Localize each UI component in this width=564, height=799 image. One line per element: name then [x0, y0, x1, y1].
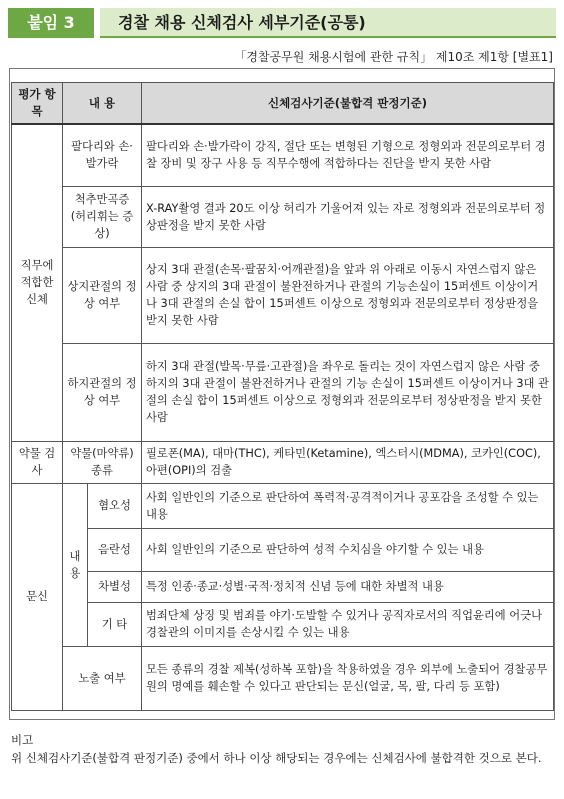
footnote-text: 위 신체검사기준(불합격 판정기준) 중에서 하나 이상 해당되는 경우에는 신체검사에 불합격한 것으로 본다. — [11, 751, 542, 765]
footnote — [11, 731, 551, 767]
header-content: 내 용 — [63, 83, 142, 125]
table-row — [12, 602, 554, 646]
table-row — [12, 483, 554, 528]
criteria-limbs: 팔다리와 손·발가락이 강직, 절단 또는 변형된 기형으로 정형외과 전문의로부터 경찰 장비 및 장구 사용 등 직무수행에 적합하다는 진단을 받지 못한 사람 — [142, 124, 554, 186]
item-scoliosis: 척추만곡증 (허리휘는 증상) — [63, 186, 142, 247]
criteria-drug: 필로폰(MA), 대마(THC), 케타민(Ketamine), 엑스터시(MDMA), 코카인(COC), 아편(OPI)의 검출 — [142, 441, 554, 483]
item-limbs: 팔다리와 손·발가락 — [63, 124, 142, 186]
table-row — [12, 646, 554, 710]
group-drug-label: 약물 검사 — [12, 441, 63, 483]
criteria-other: 범죄단체 상징 및 범죄를 야기·도발할 수 있거나 공직자로서의 직업윤리에 어긋나 경찰관의 이미지를 손상시킬 수 있는 내용 — [142, 602, 554, 646]
page-title: 경찰 채용 신체검사 세부기준(공통) — [118, 13, 366, 32]
item-drug: 약물(마약류) 종류 — [63, 441, 142, 483]
criteria-scoliosis: X-RAY촬영 결과 20도 이상 허리가 기울어져 있는 자로 정형외과 전문의로부터 정상판정을 받지 못한 사람 — [142, 186, 554, 247]
item-discriminatory: 차별성 — [88, 571, 142, 602]
criteria-table — [11, 82, 554, 711]
document-header — [8, 8, 556, 38]
table-row — [12, 186, 554, 247]
source-citation: 「경찰공무원 채용시험에 관한 규칙」 제10조 제1항 [별표1] — [234, 50, 553, 64]
criteria-lower-joints: 하지 3대 관절(발목·무릎·고관절)을 좌우로 돌리는 것이 자연스럽지 않은 사람 중 하지의 3대 관절이 불완전하거나 관절의 기능 손실이 15퍼센트 이상이거나 3대 관절의 손실 합이 15퍼센트 이상으로 정형외과 전문의로부터 정상판정을 받지 못한 사람 — [142, 343, 554, 441]
item-upper-joints: 상지관절의 정상 여부 — [63, 247, 142, 343]
item-exposure: 노출 여부 — [63, 646, 142, 710]
item-obscene: 음란성 — [88, 528, 142, 571]
table-row — [12, 528, 554, 571]
header-criteria: 신체검사기준(불합격 판정기준) — [142, 83, 554, 125]
criteria-obscene: 사회 일반인의 기준으로 판단하여 성적 수치심을 야기할 수 있는 내용 — [142, 528, 554, 571]
attachment-badge: 붙임 3 — [8, 8, 94, 38]
table-row — [12, 247, 554, 343]
item-other: 기 타 — [88, 602, 142, 646]
group-tattoo-label: 문신 — [12, 483, 63, 710]
title-bar — [100, 8, 556, 38]
header-category: 평가 항목 — [12, 83, 63, 125]
item-offensive: 혐오성 — [88, 483, 142, 528]
criteria-offensive: 사회 일반인의 기준으로 판단하여 폭력적·공격적이거나 공포감을 조성할 수 있는 내용 — [142, 483, 554, 528]
table-row — [12, 343, 554, 441]
criteria-exposure: 모든 종류의 경찰 제복(성하복 포함)을 착용하였을 경우 외부에 노출되어 경찰공무원의 명예를 훼손할 수 있다고 판단되는 문신(얼굴, 목, 팔, 다리 등 포함) — [142, 646, 554, 710]
group-physical-label: 직무에 적합한 신체 — [12, 124, 63, 441]
table-header-row — [12, 83, 554, 125]
tattoo-content-label: 내용 — [63, 483, 88, 646]
footnote-label: 비고 — [11, 733, 34, 747]
item-lower-joints: 하지관절의 정상 여부 — [63, 343, 142, 441]
table-row — [12, 124, 554, 186]
table-row — [12, 571, 554, 602]
table-row — [12, 441, 554, 483]
criteria-discriminatory: 특정 인종·종교·성별·국적·정치적 신념 등에 대한 차별적 내용 — [142, 571, 554, 602]
criteria-upper-joints: 상지 3대 관절(손목·팔꿈치·어깨관절)을 앞과 위 아래로 이동시 자연스럽지 않은 사람 중 상지의 3대 관절이 불완전하거나 관절의 기능손실이 15퍼센트 이상이거나 3대 관절의 손실 합이 15퍼센트 이상으로 정형외과 전문의로부터 정상판정을 받지 못한 사람 — [142, 247, 554, 343]
